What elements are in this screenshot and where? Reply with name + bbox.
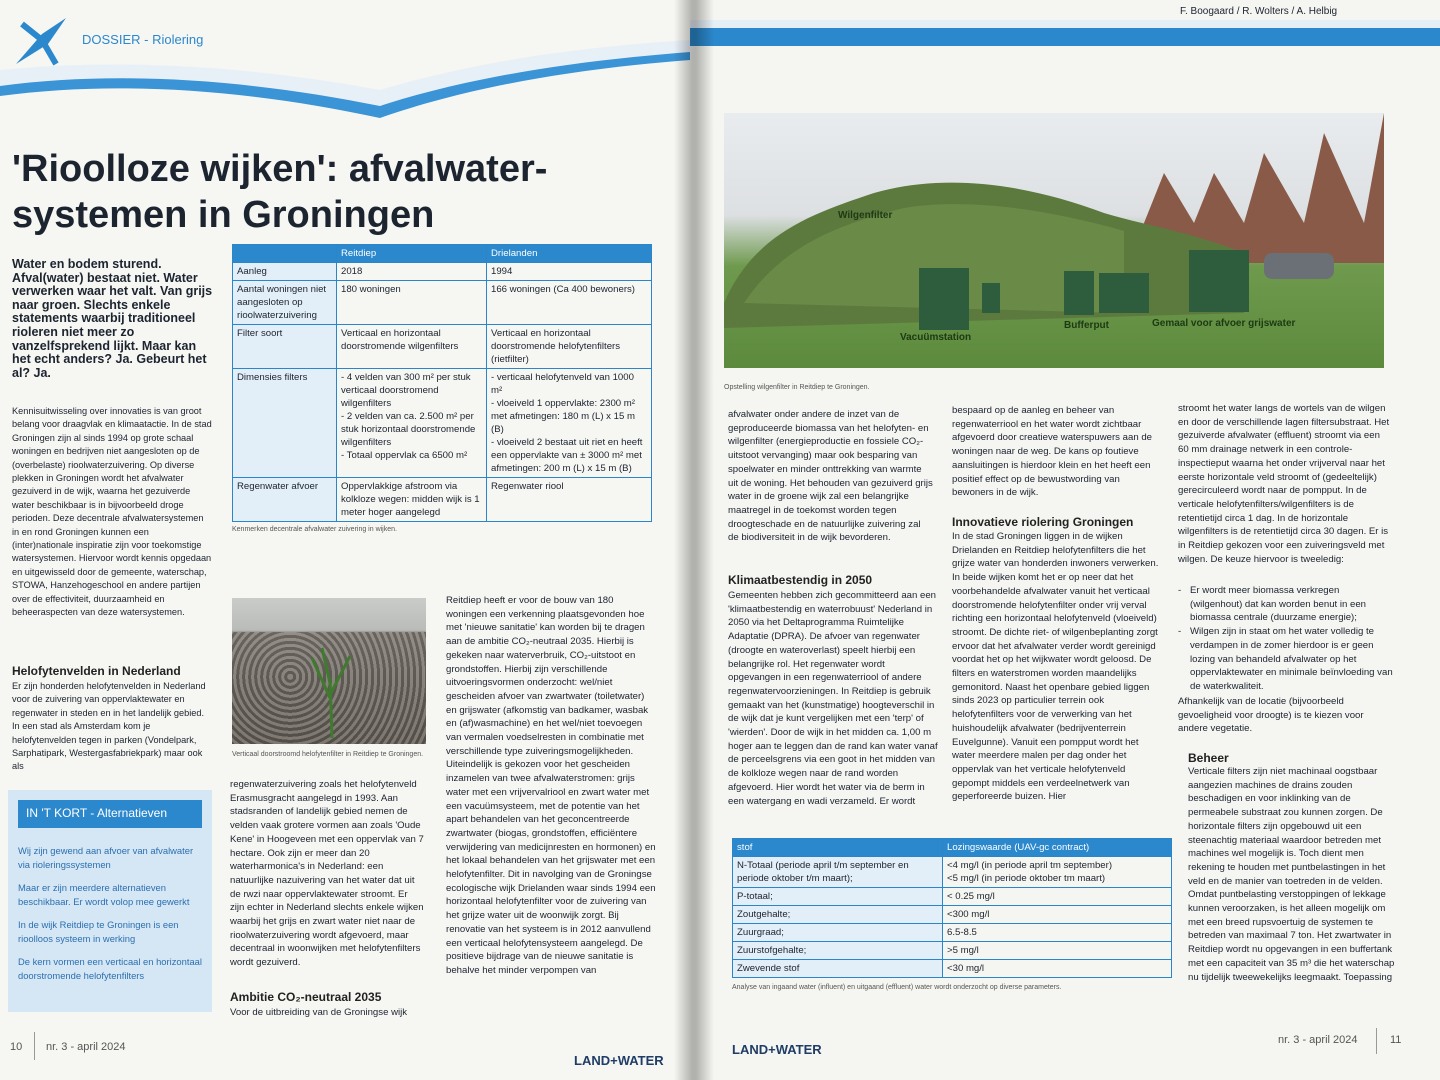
table-caption: Analyse van ingaand water (influent) en uitgaand (effluent) water wordt onderzocht op diverse parameters. <box>732 984 1062 991</box>
column2-paragraph: bespaard op de aanleg en beheer van regenwaterriool en het water wordt zichtbaar afgevoerd door creatieve waterspuwers aan de woningen naar de weg. De kans op foutieve aansluitingen is hierdoor klein en het heeft een positief effect op de bewustwording van bewoners in de wijk. <box>952 405 1152 499</box>
table-cell: Zuurstofgehalte; <box>733 942 943 960</box>
table-cell: Aantal woningen niet aangesloten op rioolwaterzuivering <box>233 281 337 325</box>
section-label: DOSSIER - Riolering <box>82 32 204 47</box>
table-cell: - 4 velden van 300 m² per stuk verticaal doorstromend wilgenfilters - 2 velden van ca. 2.500 m² per stuk horizontaal doorstromende wilgenfilters - Totaal oppervlak ca 6500 m² <box>337 369 487 478</box>
column2-paragraph: regenwaterzuivering zoals het helofytenveld Erasmusgracht aangelegd in 1993. Aan stadsranden of landelijk gebied nemen de velden vaak grotere vormen aan zoals 'Oude Kene' in Hoogeveen met een oppervlak van 7 hectare. Ook zijn er meer dan 20 waterharmonica's in Nederland: een natuurlijke nazuivering van het water dat uit de rwzi naar oppervlaktewater stroomt. Er zijn echter in Nederland slechts enkele wijken waarbij het grijs en zwart water niet naar de rioolwaterzuivering wordt afgevoerd, maar decentraal in woonwijken met helofytenfilters wordt gezuiverd. <box>230 779 424 969</box>
column2-paragraph-2: In de stad Groningen liggen in de wijken Drielanden en Reitdiep helofytenfilters die het grijze water van honderden inwoners verwerken. In beide wijken komt het er op neer dat het voorbehandelde afvalwater vanuit het verticaal doorstromende helofytenfilter onder vrij verval richting een horizontaal helofytenveld (vloeiveld) stroomt. De dichte riet- of wilgenbeplanting zorgt ervoor dat het afvalwater verder wordt gereinigd voordat het op het wijkwater wordt geloosd. De filters en waterstromen worden maandelijks gemonitord. Naast het openbare gebied liggen sinds 2023 op particulier terrein ook helofytenfilters voor de verwerking van het huishoudelijk afvalwater (bedrijventerrein Euvelgunne). Vanuit een pompput wordt het water meerdere malen per dag onder het oppervlak van het verticale helofytenveld gepompt middels een verdeelnetwerk van geperforeerde buizen. Hier <box>952 531 1159 803</box>
table-cell: Zuurgraad; <box>733 924 943 942</box>
column3-paragraph: stroomt het water langs de wortels van de wilgen en door de verschillende lagen filtersubstraat. Het gezuiverde afvalwater (effluent) stroomt via een 60 mm drainage netwerk in een controle-inspectieput waarna het onder vrijverval naar het eerste horizontale veld stroomt of (gedeeltelijk) gerecirculeerd wordt naar de pompput. In de verticale helofytenfilters/wilgenfilters is de retentietijd circa 1 dag. In de horizontale wilgenfilters is de retentietijd circa 30 dagen. Er is in Reitdiep gekozen voor een zuiveringsveld met wilgen. De keuze hiervoor is tweeledig: <box>1178 403 1390 565</box>
label-willow-filter: Wilgenfilter <box>838 210 893 221</box>
table-cell: Dimensies filters <box>233 369 337 478</box>
list-item: - Wilgen zijn in staat om het water volledig te verdampen in de zomer hierdoor is er geen lozing van behandeld afvalwater op het oppervlaktewater en minimale beïnvloeding van de waterkwaliteit. <box>1178 625 1393 694</box>
gravel-filter-photo <box>232 598 426 744</box>
header-banner <box>0 0 690 150</box>
table-header: Reitdiep <box>337 245 487 263</box>
plant-shoot-icon <box>292 638 372 738</box>
in-kort-item: Wij zijn gewend aan afvoer van afvalwater via rioleringssystemen <box>18 845 194 870</box>
table-cell: 180 woningen <box>337 281 487 325</box>
column1-paragraph: afvalwater onder andere de inzet van de geproduceerde biomassa van het helofyten- en wilgenfilter (energieproductie en fossiele CO₂-uitstoot vervanging) maar ook besparing van spoelwater en minder onttrekking van warmte uit de woning. Het behouden van gezuiverd grijs water in de groene wijk zal een belangrijke maatregel in de toekomst worden tegen droogteschade en de natuurlijke zuivering zal de biodiversiteit in de wijk bevorderen. <box>728 409 933 544</box>
page-number: 11 <box>1390 1034 1402 1046</box>
table-cell: Verticaal en horizontaal doorstromende helofytenfilters (rietfilter) <box>487 325 652 369</box>
table-row <box>733 924 1172 942</box>
column3-paragraph-2: Afhankelijk van de locatie (bijvoorbeeld gevoeligheid voor droogte) is te kiezen voor andere vegetatie. <box>1178 696 1364 735</box>
table-caption: Kenmerken decentrale afvalwater zuivering in wijken. <box>232 526 397 533</box>
table-cell: 6.5-8.5 <box>943 924 1172 942</box>
page-number: 10 <box>10 1041 23 1053</box>
table-cell: Regenwater afvoer <box>233 478 337 522</box>
table-cell: - verticaal helofytenveld van 1000 m² - vloeiveld 1 oppervlakte: 2300 m² met afmetingen: 180 m (L) x 15 m (B) - vloeiveld 2 bestaat uit riet en heeft een oppervlakte van ± 3000 m² met afmetingen: 200 m (L) x 15 m (B) <box>487 369 652 478</box>
table-cell: Regenwater riool <box>487 478 652 522</box>
in-kort-title: IN 'T KORT - Alternatieven <box>18 800 202 828</box>
table-cell: Oppervlakkige afstroom via kolkloze wegen: midden wijk is 1 meter hoger aangelegd <box>337 478 487 522</box>
photo-caption: Verticaal doorstroomd helofytenfilter in Reitdiep te Groningen. <box>232 751 424 758</box>
list-item: - Er wordt meer biomassa verkregen (wilgenhout) dat kan worden benut in een biomassa centrale (duurzame energie); <box>1178 584 1393 625</box>
discharge-values-table <box>732 838 1172 991</box>
in-kort-box <box>8 790 212 1012</box>
table-cell: Verticaal en horizontaal doorstromende wilgenfilters <box>337 325 487 369</box>
table-row <box>733 960 1172 978</box>
in-kort-item: In de wijk Reitdiep te Groningen is een rioolloos systeem in werking <box>18 919 179 944</box>
issue-label: nr. 3 - april 2024 <box>1278 1034 1358 1046</box>
footer-divider <box>34 1032 35 1060</box>
article-title: 'Rioolloze wijken': afvalwater-systemen in Groningen <box>12 148 548 236</box>
column3-list <box>1178 584 1393 694</box>
table-row <box>733 857 1172 888</box>
table-header: stof <box>733 839 943 857</box>
authors-line: F. Boogaard / R. Wolters / A. Helbig <box>1180 6 1338 17</box>
table-row <box>733 906 1172 924</box>
in-kort-item: De kern vormen een verticaal en horizontaal doorstromende helofytenfilters <box>18 956 202 981</box>
table-cell: 1994 <box>487 263 652 281</box>
table-cell: N-Totaal (periode april t/m september en periode oktober t/m maart); <box>733 857 943 888</box>
table-cell: <300 mg/l <box>943 906 1172 924</box>
landwater-logo-icon <box>12 14 70 72</box>
subheading-innovatieve-riolering: Innovatieve riolering Groningen <box>952 515 1134 529</box>
left-page <box>0 0 690 1080</box>
table-cell: < 0.25 mg/l <box>943 888 1172 906</box>
table-row <box>733 942 1172 960</box>
footer-divider <box>1376 1028 1377 1054</box>
table-row <box>233 263 652 281</box>
table-header <box>233 245 337 263</box>
subheading-helofytenvelden: Helofytenvelden in Nederland <box>12 664 181 678</box>
subheading-klimaatbestendig: Klimaatbestendig in 2050 <box>728 573 873 587</box>
table-row <box>233 281 652 325</box>
table-header: Lozingswaarde (UAV-gc contract) <box>943 839 1172 857</box>
subheading-ambitie: Ambitie CO₂-neutraal 2035 <box>230 990 382 1004</box>
column3-paragraph-3: Verticale filters zijn niet machinaal oogstbaar aangezien machines de drains zouden beschadigen en voor inklinking van de permeabele substraat zou kunnen zorgen. De horizontale filters zijn opgebouwd uit een steenachtig materiaal waardoor betreden met machines wel mogelijk is. Toch dient men rekening te houden met puntbelastingen in het veld en de manier van toetreden in de velden. Omdat puntbelasting verstoppingen of lekkage kunnen veroorzaken, is het alleen mogelijk om met een breed rupsvoertuig de systemen te betreden van maximaal 7 ton. Het zwartwater in Reitdiep wordt nu opgevangen in een buffertank met een capaciteit van 35 m³ die het waterschap nu tijdelijk tweewekelijks leegmaakt. Toepassing <box>1188 766 1395 983</box>
photo-caption: Opstelling wilgenfilter in Reitdiep te Groningen. <box>724 384 870 391</box>
table-cell: 166 woningen (Ca 400 bewoners) <box>487 281 652 325</box>
label-vacuum-station: Vacuümstation <box>900 332 972 343</box>
table-cell: >5 mg/l <box>943 942 1172 960</box>
right-page <box>690 0 1440 1080</box>
characteristics-table <box>232 244 652 533</box>
table-header-row <box>233 245 652 263</box>
brand-logo: LAND+WATER <box>732 1042 822 1057</box>
subheading-beheer: Beheer <box>1188 751 1229 765</box>
table-cell: P-totaal; <box>733 888 943 906</box>
table-cell: Aanleg <box>233 263 337 281</box>
issue-label: nr. 3 - april 2024 <box>46 1041 126 1053</box>
in-kort-list <box>8 828 212 982</box>
willow-scene <box>724 113 1384 368</box>
table-row <box>233 369 652 478</box>
column1-paragraph-2: Gemeenten hebben zich gecommitteerd aan een 'klimaatbestendig en waterrobuust' Nederland in 2050 via het Deltaprogramma Ruimtelijke Adaptatie (DPRA). De afvoer van regenwater (droogte en wateroverlast) speelt hierbij een belangrijke rol. Het regenwater wordt opgevangen in een regenwaterriool of andere regenwatervoorzieningen. In Reitdiep is gebruik gemaakt van het (kunstmatige) hoogteverschil in de wijk dat je kunt vergelijken met een 'terp' of 'wierden'. Door de wijk in het midden ca. 1,00 m hoger aan te leggen dan de rand kan water vanaf de perceelsgrens via een goot in het midden van de kolkloze wegen naar de rand worden afgevoerd. Hier wordt het water via de berm in een watergang en wadi verzameld. Er wordt <box>728 590 938 807</box>
in-kort-item: Maar er zijn meerdere alternatieven beschikbaar. Er wordt volop mee gewerkt <box>18 882 190 907</box>
lead-text: Water en bodem sturend. Afval(water) bestaat niet. Water verwerken waar het valt. Van grijs naar groen. Slechts enkele statements waarbij traditioneel rioleren niet meer zo vanzelfsprekend lijkt. Maar kan het echt anders? Ja. Gebeurt het al? Ja. <box>12 257 213 380</box>
table-header: Drielanden <box>487 245 652 263</box>
intro-paragraph: Kennisuitwisseling over innovaties is van groot belang voor draagvlak en klimaatactie. In de stad Groningen zijn al sinds 1994 op grote schaal woningen en bedrijven niet aangesloten op de (overbelaste) rioolwaterzuivering. Op diverse plekken in Groningen wordt het afvalwater gezuiverd in de wijk, waarna het gezuiverde water beschikbaar is in bijvoorbeeld droge perioden. Deze decentrale afvalwatersystemen in en rond Groningen kunnen een (inter)nationale inspiratie zijn voor toekomstige watersystemen. Hiervoor wordt kennis opgedaan en uitgewisseld door de gemeente, waterschap, STOWA, Hanzehogeschool en andere partijen over de effectiviteit, duurzaamheid en beheeraspecten van deze watersystemen. <box>12 406 212 618</box>
table-cell: Filter soort <box>233 325 337 369</box>
table-cell: 2018 <box>337 263 487 281</box>
column2-paragraph-2: Voor de uitbreiding van de Groningse wijk <box>230 1007 408 1018</box>
label-buffer-well: Bufferput <box>1064 320 1109 331</box>
willow-filter-photo <box>724 113 1384 368</box>
table-row <box>733 888 1172 906</box>
column3-paragraph: Reitdiep heeft er voor de bouw van 180 woningen een verkenning plaatsgevonden hoe met 'nieuwe sanitatie' kan worden bij te dragen aan de ambitie CO₂-neutraal 2035. Hierbij is gekeken naar waterverbruik, CO₂-uitstoot en grondstoffen. Hierbij zijn verschillende uitvoeringsvormen onderzocht: wel/niet gescheiden afvoer van zwartwater (toiletwater) en grijswater (afkomstig van badkamer, wasbak en (af)wasmachine) en het wel/niet toevoegen van vermalen voedselresten in combinatie met verschillende type zuiveringsmogelijkheden. Uiteindelijk is gekozen voor het gescheiden inzamelen van twee afvalwaterstromen: grijs water met een vrijvervalriool en zwart water met een vacuümsysteem, met de potentie van het apart behandelen van het geconcentreerde zwartwater (biogas, grondstoffen, efficiëntere verwijdering van medicijnresten en hormonen) en het lokaal behandelen van het grijswater met een helofytenfilter. Dit in navolging van de Groningse ecologische wijk Drielanden waar sinds 1994 een horizontaal helofytenfilter voor de zuivering van het grijze water uit de woonwijk zorgt. Bij renovatie van het systeem is in 2012 aanvullend een verticaal helofytensysteem aangelegd. De positieve bijdrage van de nieuwe sanitatie is behalve het minder verpompen van <box>446 595 656 976</box>
table-header-row <box>733 839 1172 857</box>
table-cell: Zoutgehalte; <box>733 906 943 924</box>
helofytenvelden-paragraph: Er zijn honderden helofytenvelden in Nederland voor de zuivering van oppervlaktewater en regenwater in steden en in het landelijk gebied. In een stad als Amsterdam kom je helofytenvelden tegen in parken (Vondelpark, Sarphatipark, Westergasfabriekpark) maar ook als <box>12 681 206 772</box>
table-cell: <4 mg/l (in periode april tm september) <5 mg/l (in periode oktober tm maart) <box>943 857 1172 888</box>
table-cell: Zwevende stof <box>733 960 943 978</box>
brand-logo: LAND+WATER <box>574 1053 664 1068</box>
table-row <box>233 325 652 369</box>
table-cell: <30 mg/l <box>943 960 1172 978</box>
table-row <box>233 478 652 522</box>
label-pump-station: Gemaal voor afvoer grijswater <box>1152 318 1296 329</box>
